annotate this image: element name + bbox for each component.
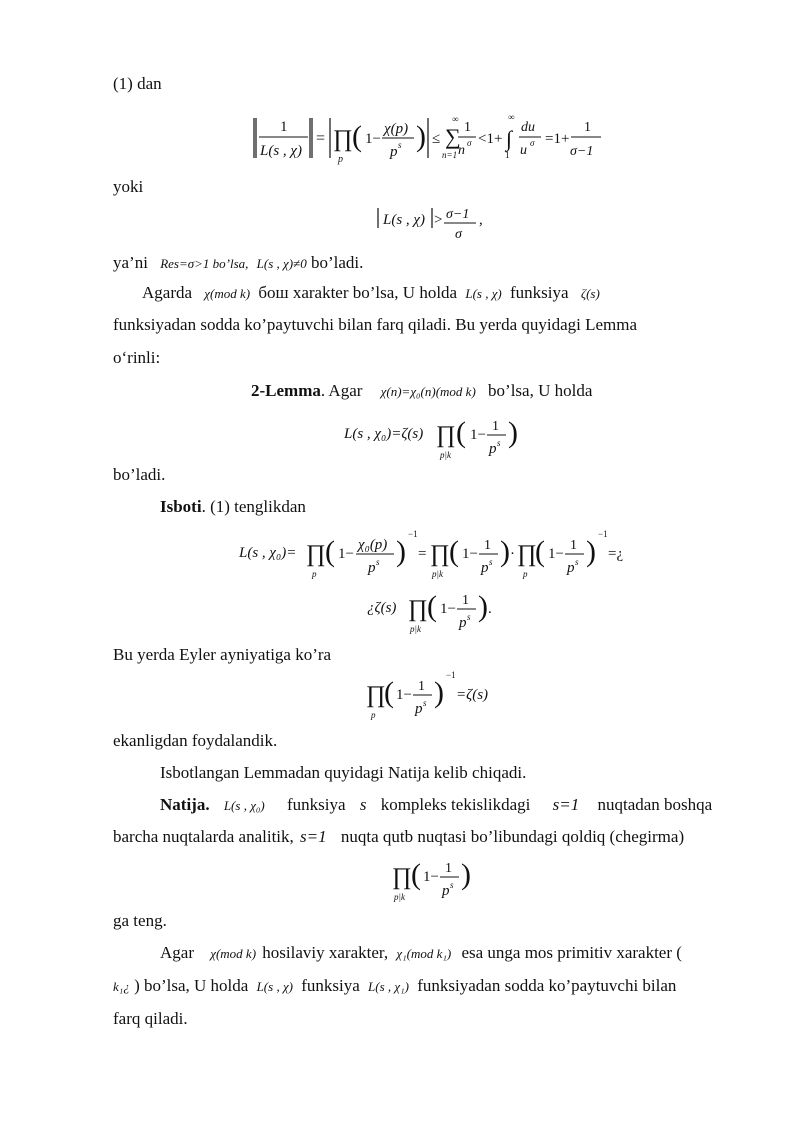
svg-text:.: . [488, 601, 492, 617]
svg-text:1: 1 [418, 679, 425, 694]
svg-text:): ) [416, 120, 426, 153]
svg-text:σ: σ [530, 138, 535, 148]
svg-text:>: > [434, 212, 443, 228]
svg-text:<1+: <1+ [478, 131, 503, 147]
equation-proof-2 [0, 582, 800, 637]
svg-text:1−: 1− [462, 546, 478, 562]
svg-text:∏: ∏ [392, 864, 412, 890]
text-farq: farq qiladi. [113, 1009, 188, 1028]
svg-text:=: = [316, 130, 326, 147]
svg-text:∞: ∞ [508, 112, 515, 122]
text-funksiyadan: funksiyadan sodda ko’paytuvchi bilan farq qiladi. Bu yerda quyidagi Lemma [113, 315, 638, 334]
svg-text:,: , [479, 212, 483, 228]
svg-text:p|k: p|k [410, 624, 421, 634]
barcha-line: barcha nuqtalarda analitik, s=1 nuqta qutb nuqtasi bo’libundagi qoldiq (chegirma) [113, 827, 685, 846]
svg-text:): ) [586, 535, 596, 568]
equation-bound [0, 100, 800, 170]
equation-residue [0, 850, 800, 905]
svg-text:p: p [567, 560, 575, 576]
svg-text:∏: ∏ [333, 126, 353, 152]
svg-text:1−: 1− [470, 427, 486, 443]
svg-text:p|k: p|k [432, 569, 443, 579]
svg-text:∏: ∏ [430, 541, 450, 567]
svg-text:p: p [489, 441, 497, 457]
svg-text:p: p [523, 569, 528, 579]
equation-proof-1 [0, 523, 800, 583]
svg-text:(: ( [456, 416, 466, 449]
svg-text:1: 1 [505, 150, 510, 160]
svg-text:s: s [489, 557, 493, 567]
svg-text:p: p [481, 560, 489, 576]
svg-text:p: p [459, 615, 467, 631]
svg-text:(: ( [384, 676, 394, 709]
svg-text:p|k: p|k [440, 450, 451, 460]
svg-text:): ) [396, 535, 406, 568]
svg-text:p: p [442, 883, 450, 899]
text-from-1: (1) dan [113, 74, 162, 93]
svg-text:p: p [390, 144, 398, 160]
text-eyler: Bu yerda Eyler ayniyatiga ko’ra [113, 645, 332, 664]
svg-text:n=1: n=1 [442, 150, 458, 160]
svg-text:L(s , χ): L(s , χ) [260, 143, 303, 159]
svg-text:σ: σ [455, 227, 462, 242]
svg-text:∏: ∏ [366, 682, 386, 708]
natija-line: Natija. L(s , χ₀) funksiya s kompleks tekislikdagi s=1 nuqtadan boshqa [160, 795, 713, 814]
svg-text:L(s , χ₀)=: L(s , χ₀)= [239, 545, 297, 561]
svg-text:∫: ∫ [506, 126, 513, 151]
svg-text:∏: ∏ [408, 596, 428, 622]
lemma-line: 2-Lemma. Agar χ(n)=χ₀(n)(mod k) bo’lsa, U holda [251, 381, 593, 400]
svg-text:1−: 1− [338, 546, 354, 562]
text-boladi: bo’ladi. [113, 465, 166, 484]
svg-text:1: 1 [570, 538, 577, 553]
svg-text:=¿: =¿ [608, 546, 624, 562]
text-orinli: o‘rinli: [113, 348, 161, 367]
svg-text:∞: ∞ [452, 114, 459, 124]
svg-text:L(s , χ): L(s , χ) [383, 212, 426, 228]
text-isbotlangan: Isbotlangan Lemmadan quyidagi Natija kelib chiqadi. [160, 763, 527, 782]
svg-text:=ζ(s): =ζ(s) [456, 687, 489, 703]
svg-text:∑: ∑ [445, 124, 461, 149]
text-ekanlig: ekanligdan foydalandik. [113, 731, 278, 750]
svg-text:s: s [497, 438, 501, 448]
text-agarda-line: Agarda χ(mod k) бош xarakter bo’lsa, U holda L(s , χ) funksiya ζ(s) [142, 283, 600, 302]
svg-text:χ(p): χ(p) [384, 121, 409, 137]
svg-text:s: s [450, 880, 454, 890]
svg-text:n: n [458, 143, 465, 158]
svg-text:u: u [520, 143, 527, 158]
svg-text:): ) [500, 535, 510, 568]
svg-text:(: ( [411, 858, 421, 891]
svg-text:): ) [434, 676, 444, 709]
text-yoki: yoki [113, 177, 144, 196]
svg-text:≤: ≤ [432, 131, 441, 147]
svg-text:(: ( [449, 535, 459, 568]
svg-text:χ₀(p): χ₀(p) [358, 537, 388, 553]
svg-text:(: ( [427, 590, 437, 623]
svg-text:1−: 1− [423, 869, 439, 885]
svg-text:1: 1 [484, 538, 491, 553]
svg-text:1: 1 [584, 120, 591, 135]
svg-text:du: du [521, 120, 535, 135]
svg-text:s: s [575, 557, 579, 567]
svg-text:1: 1 [464, 120, 471, 135]
svg-text:−1: −1 [446, 670, 456, 680]
svg-text:1: 1 [280, 119, 288, 135]
svg-text:−1: −1 [598, 529, 608, 539]
svg-text:∏: ∏ [436, 422, 456, 448]
svg-text:s: s [467, 612, 471, 622]
svg-text:1−: 1− [548, 546, 564, 562]
k1-line: k₁¿ ) bo’lsa, U holda L(s , χ) funksiya L(s , χ₁) funksiyadan sodda ko’paytuvchi bilan [113, 976, 677, 995]
svg-text:−1: −1 [408, 529, 418, 539]
svg-text:1: 1 [462, 593, 469, 608]
svg-text:L(s , χ₀)=ζ(s): L(s , χ₀)=ζ(s) [344, 426, 424, 442]
equation-lower-bound [0, 200, 800, 245]
text-yani-line: ya’ni Res=σ>1 bo’lsa, L(s , χ)≠0 bo’ladi. [113, 253, 364, 272]
svg-text:): ) [508, 416, 518, 449]
text-gateng: ga teng. [113, 911, 167, 930]
svg-text:s: s [376, 557, 380, 567]
svg-text:·: · [510, 546, 515, 562]
svg-text:(: ( [352, 120, 362, 153]
svg-text:p: p [338, 154, 343, 165]
isboti-line: Isboti. (1) tenglikdan [160, 497, 306, 516]
equation-euler [0, 668, 800, 723]
svg-text:s: s [398, 140, 402, 150]
equation-lemma [0, 408, 800, 468]
svg-text:σ: σ [467, 138, 472, 148]
svg-text:(: ( [535, 535, 545, 568]
svg-text:∏: ∏ [306, 541, 326, 567]
svg-text:∏: ∏ [517, 541, 537, 567]
svg-text:=: = [418, 546, 427, 562]
svg-text:): ) [461, 858, 471, 891]
svg-text:p: p [371, 710, 376, 720]
svg-text:¿ζ(s): ¿ζ(s) [367, 600, 397, 616]
svg-text:(: ( [325, 535, 335, 568]
svg-text:): ) [478, 590, 488, 623]
svg-text:1−: 1− [365, 131, 381, 147]
svg-text:1: 1 [492, 419, 499, 434]
svg-text:1−: 1− [440, 601, 456, 617]
svg-text:p: p [368, 560, 376, 576]
svg-text:p: p [415, 701, 423, 717]
svg-text:s: s [423, 698, 427, 708]
agar-line: Agar χ(mod k) hosilaviy xarakter, χ₁(mod k₁) esa unga mos primitiv xarakter ( [160, 943, 682, 962]
svg-text:1: 1 [445, 861, 452, 876]
svg-text:σ−1: σ−1 [446, 207, 470, 222]
svg-text:σ−1: σ−1 [570, 144, 594, 159]
svg-text:=1+: =1+ [545, 131, 570, 147]
svg-text:p|k: p|k [394, 892, 405, 902]
svg-text:1−: 1− [396, 687, 412, 703]
svg-text:p: p [312, 569, 317, 579]
